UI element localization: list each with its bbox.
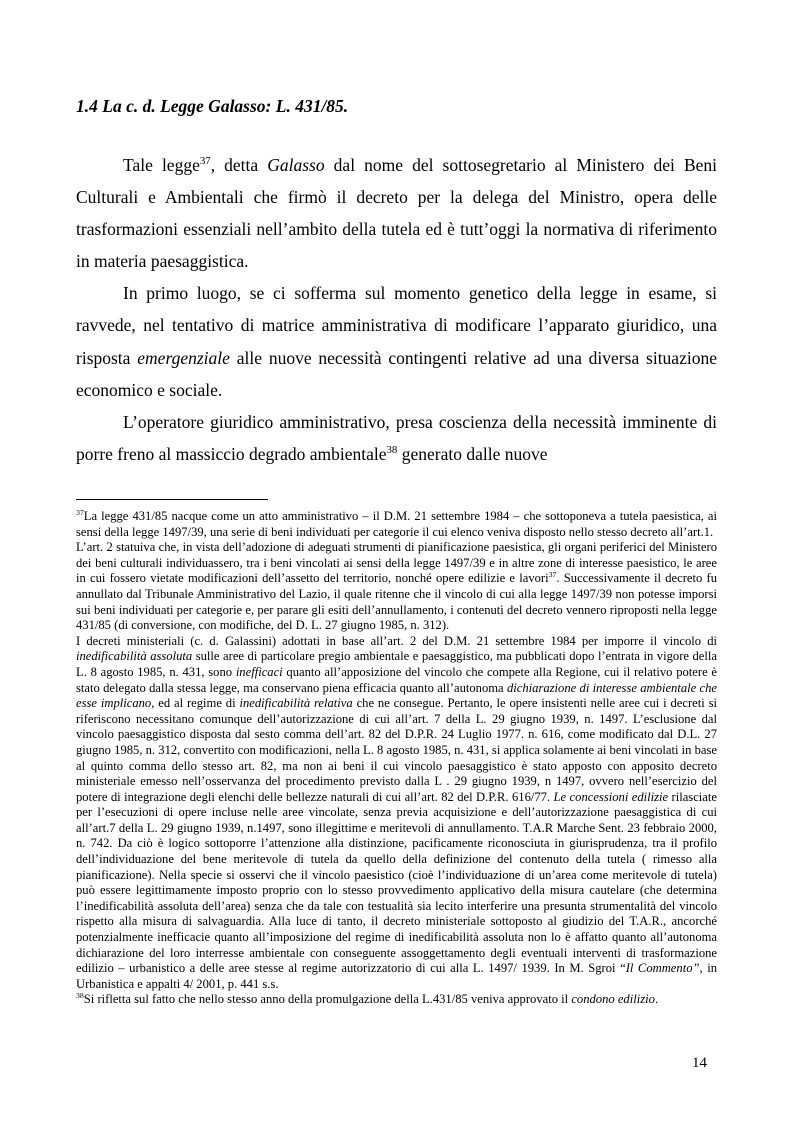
page-number: 14	[692, 1055, 707, 1071]
section-heading: 1.4 La c. d. Legge Galasso: L. 431/85.	[76, 96, 349, 116]
footnote-separator	[76, 499, 268, 500]
paragraph: In primo luogo, se ci sofferma sul momento genetico della legge in esame, si ravvede, nel tentativo di matrice amministrativa di modificare l’apparato giuridico, una risposta emergenziale alle nuove necessità contingenti relative ad una diversa situazione economico e sociale.	[76, 283, 717, 400]
footnote-ref[interactable]: 38	[386, 444, 398, 457]
footnote-number: 37	[76, 507, 84, 517]
footnotes	[76, 509, 717, 1008]
footnote-number: 38	[76, 991, 84, 1001]
body-text	[76, 149, 717, 470]
footnote-37-para: L’art. 2 statuiva che, in vista dell’adozione di adeguati strumenti di pianificazione paesistica, gli organi periferici del Ministero dei beni culturali individuassero, tra i beni vincolati ai sensi della legge 1497/39 e in altre zone di interesse paesistico, le aree in cui fossero vietate modificazioni dell’assetto del territorio, nonché opere edilizie e lavori$^{37}$. Successivamente il decreto fu annullato dal Tribunale Amministrativo del Lazio, il quale ritenne che il vincolo di cui alla legge 1497/39 non potesse imporsi sui beni individuati per categorie e, per parare gli esiti dell’annullamento, i contenuti del decreto vennero riproposti nella legge 431/85 (di conversione, con modifiche, del D. L. 27 giugno 1985, n. 312).	[76, 540, 717, 633]
paragraph: L’operatore giuridico amministrativo, presa coscienza della necessità imminente di porre freno al massiccio degrado ambientale$^{38}$ generato dalle nuove	[76, 411, 717, 464]
footnote-37-para: I decreti ministeriali (c. d. Galassini) adottati in base all’art. 2 del D.M. 21 settembre 1984 per imporre il vincolo di inedificabilità assoluta sulle aree di particolare pregio ambientale e paesaggistico, ma pubblicati dopo l’entrata in vigore della L. 8 agosto 1985, n. 431, sono inefficaci quanto all’apposizione del vincolo che compete alla Regione, cui il relativo potere è stato delegato dalla stessa legge, ma conservano piena efficacia quanto all’autonoma dichiarazione di interesse ambientale che esse implicano, ed al regime di inedificabilità relativa che ne consegue. Pertanto, le opere insistenti nelle aree cui i decreti si riferiscono necessitano comunque dell’autorizzazione di cui all’art. 7 della L. 29 giugno 1939, n. 1497. L’esclusione dal vincolo paesaggistico disposta dal sesto comma dell’art. 82 del D.P.R. 24 Luglio 1977. n. 616, come modificato dal D.L. 27 giugno 1985, n. 312, convertito con modificazioni, nella L. 8 agosto 1985, n. 431, si applica solamente ai beni vincolati in base al quinto comma dello stesso art. 82, ma non ai beni il cui vincolo paesaggistico è stato apposto con apposito decreto ministeriale emesso nell’osservanza del procedimento previsto dalla L . 29 giugno 1939, n 1497, ovvero nell’esercizio del potere di integrazione degli elenchi delle bellezze naturali di cui all’art. 82 del D.P.R. 616/77. Le concessioni edilizie rilasciate per l’esecuzioni di opere incluse nelle aree vincolate, senza previa acquisizione e dell’autorizzazione paesaggistica di cui all’art.7 della L. 29 giugno 1939, n.1497, sono illegittime e meritevoli di annullamento. T.A.R Marche Sent. 23 febbraio 2000, n. 742. Da ciò è logico sottoporre l’attenzione alla distinzione, pacificamente riconosciuta in giurisprudenza, tra il profilo dell’individuazione del bene meritevole di tutela da quello della definizione del contenuto della tutela ( rimesso alla pianificazione). Nella specie si osservi che il vincolo paesistico (cioè l’individuazione di un’area come meritevole di tutela) può essere legittimamente imposto proprio con lo stesso provvedimento applicativo della misura cautelare (che determina l’inedificabilità assoluta dell’area) senza che da tale con testualità sia lecito interferire una presunta strumentalità del vincolo rispetto alla misura di salvaguardia. Alla luce di tanto, il decreto ministeriale sottoposto al giudizio del T.A.R., ancorché potenzialmente inefficacie quanto all’imposizione del regime di inedificabilità assoluta non lo è affatto quanto all’autonoma dichiarazione del loro interresse ambientale con conseguente assoggettamento degli eventuali interventi di trasformazione edilizio – urbanistico a delle aree stesse al regime autorizzatorio di cui alla L. 1497/ 1939. In M. Sgroi “Il Commento”, in Urbanistica e appalti 4/ 2001, p. 441 s.s.	[76, 633, 717, 991]
paragraph: Tale legge$^{37}$, detta Galasso dal nome del sottosegretario al Ministero dei Beni Culturali e Ambientali che firmò il decreto per la delega del Ministro, opera delle trasformazioni essenziali nell’ambito della tutela ed è tutt’oggi la normativa di riferimento in materia paesaggistica.	[76, 155, 717, 272]
footnote-37: $^{37}$La legge 431/85 nacque come un atto amministrativo – il D.M. 21 settembre 1984 – che sottoponeva a tutela paesistica, ai sensi della legge 1497/39, una serie di beni individuati per categorie il cui elenco veniva disposto nello stesso decreto all’art.1.	[76, 507, 717, 539]
footnote-38: $^{38}$Si rifletta sul fatto che nello stesso anno della promulgazione della L.431/85 veniva approvato il condono edilizio.	[76, 991, 659, 1007]
footnote-ref[interactable]: 37	[199, 155, 211, 168]
